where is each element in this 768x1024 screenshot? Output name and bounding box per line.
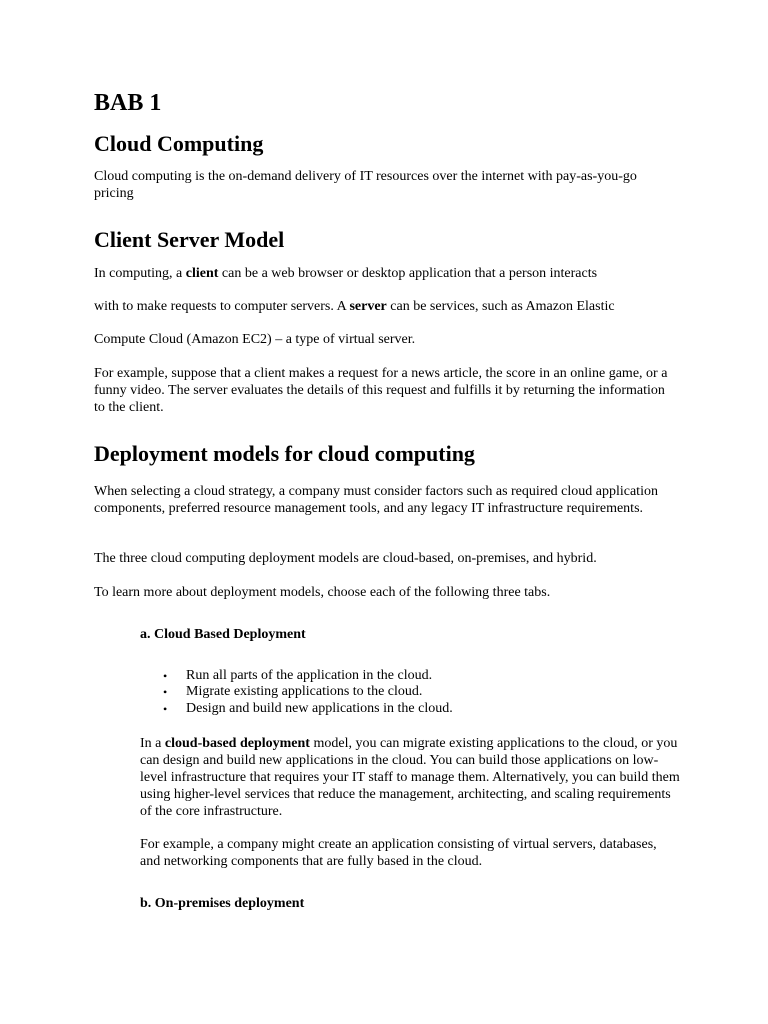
client-server-line-2-start: with to make requests to computer servers. A [94,299,350,314]
cloud-based-bullet-list [140,668,680,717]
server-term: server [349,299,387,314]
deployment-para-3: To learn more about deployment models, choose each of the following three tabs. [94,585,551,600]
client-term: client [185,266,219,281]
client-server-heading: Client Server Model [94,227,285,252]
client-server-line-3: Compute Cloud (Amazon EC2) – a type of virtual server. [94,332,416,347]
list-item: • Migrate existing applications to the cloud. [140,684,680,700]
cloud-based-para-1 [140,735,680,820]
on-premises-heading: b. On-premises deployment [140,896,305,911]
cloud-computing-definition: Cloud computing is the on-demand delivery of IT resources over the internet with pay-as-you-go pricing [94,169,637,201]
cloud-based-para-2: For example, a company might create an application consisting of virtual servers, databases, and networking components that are fully based in the cloud. [140,837,657,869]
list-item: • Design and build new applications in the cloud. [140,701,680,717]
cloud-based-deployment-term: cloud-based deployment [164,736,310,751]
cloud-based-heading: a. Cloud Based Deployment [140,627,306,642]
cloud-computing-heading: Cloud Computing [94,131,264,156]
cloud-based-para-1-rest: model, you can migrate existing applications to the cloud, or you can design and build new applications in the cloud. You can build those applications on low-level infrastructure that requires your IT staff to manage them. Alternatively, you can build them using higher-level services that reduce the management, architecting, and scaling requirements of the core infrastructure. [140,736,680,819]
client-server-line-1 [94,265,679,282]
deployment-para-1: When selecting a cloud strategy, a company must consider factors such as required cloud application components, preferred resource management tools, and any legacy IT infrastructure requirements. [94,484,658,516]
client-server-line-2 [94,298,679,315]
cloud-based-para-1-start: In a [140,736,165,751]
client-server-line-1-start: In computing, a [94,266,186,281]
client-server-example: For example, suppose that a client makes a request for a news article, the score in an online game, or a funny video. The server evaluates the details of this request and fulfills it by returning the information to the client. [94,366,668,415]
client-server-line-1-end: can be a web browser or desktop application that a person interacts [218,266,598,281]
deployment-para-2: The three cloud computing deployment models are cloud-based, on-premises, and hybrid. [94,551,597,566]
client-server-line-2-end: can be services, such as Amazon Elastic [386,299,615,314]
list-item: • Run all parts of the application in the cloud. [140,668,680,684]
chapter-heading: BAB 1 [94,90,162,116]
deployment-models-heading: Deployment models for cloud computing [94,441,475,466]
